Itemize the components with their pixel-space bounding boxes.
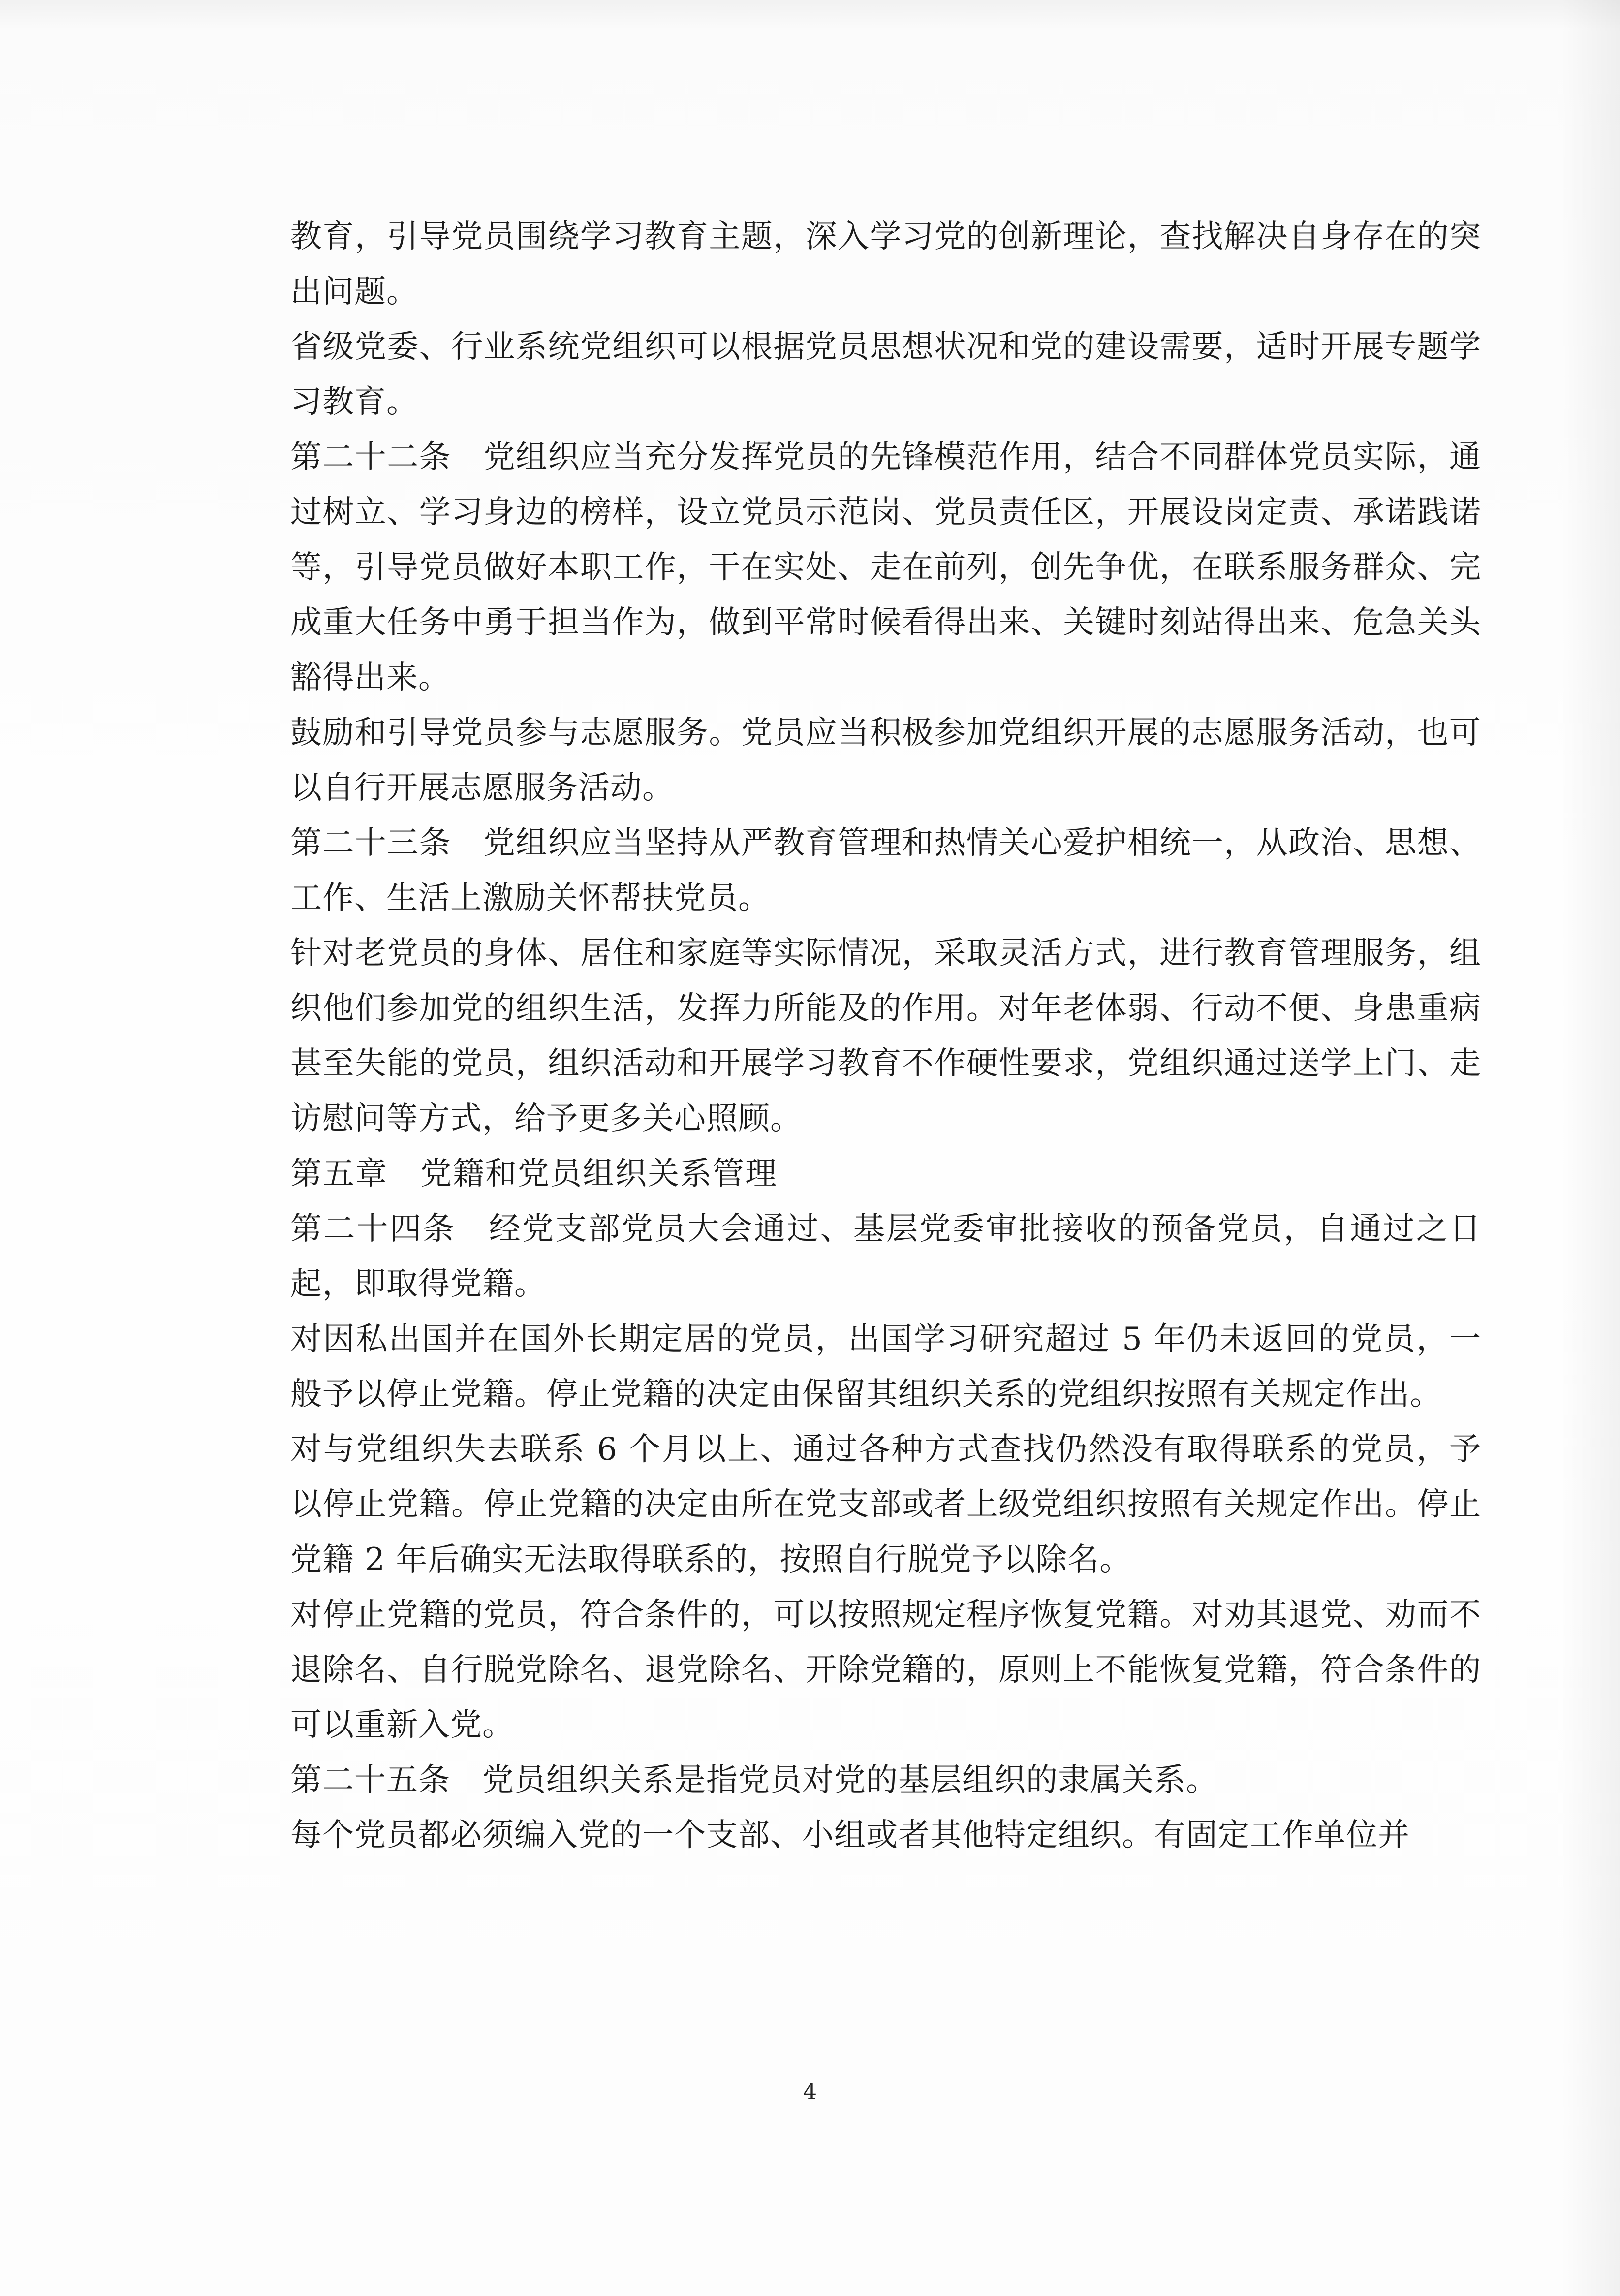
paragraph: 省级党委、行业系统党组织可以根据党员思想状况和党的建设需要，适时开展专题学习教育。 <box>290 329 1481 420</box>
paragraph: 对停止党籍的党员，符合条件的，可以按照规定程序恢复党籍。对劝其退党、劝而不退除名、自行脱党除名、退党除名、开除党籍的，原则上不能恢复党籍，符合条件的可以重新入党。 <box>290 1597 1481 1743</box>
paragraph: 对与党组织失去联系 6 个月以上、通过各种方式查找仍然没有取得联系的党员，予以停止党籍。停止党籍的决定由所在党支部或者上级党组织按照有关规定作出。停止党籍 2 年后确实无法取得联系的，按照自行脱党予以除名。 <box>290 1431 1481 1578</box>
paragraph: 对因私出国并在国外长期定居的党员，出国学习研究超过 5 年仍未返回的党员，一般予以停止党籍。停止党籍的决定由保留其组织关系的党组织按照有关规定作出。 <box>290 1321 1481 1413</box>
article-paragraph: 第二十五条 党员组织关系是指党员对党的基层组织的隶属关系。 <box>290 1762 1218 1798</box>
article-paragraph: 第二十四条 经党支部党员大会通过、基层党委审批接收的预备党员，自通过之日起，即取得党籍。 <box>290 1211 1481 1302</box>
paragraph: 针对老党员的身体、居住和家庭等实际情况，采取灵活方式，进行教育管理服务，组织他们参加党的组织生活，发挥力所能及的作用。对年老体弱、行动不便、身患重病甚至失能的党员，组织活动和开展学习教育不作硬性要求，党组织通过送学上门、走访慰问等方式，给予更多关心照顾。 <box>290 935 1481 1137</box>
paragraph: 鼓励和引导党员参与志愿服务。党员应当积极参加党组织开展的志愿服务活动，也可以自行开展志愿服务活动。 <box>290 715 1481 806</box>
scan-shadow-right <box>1561 0 1620 2296</box>
paragraph: 教育，引导党员围绕学习教育主题，深入学习党的创新理论，查找解决自身存在的突出问题。 <box>290 219 1481 310</box>
article-paragraph: 第二十三条 党组织应当坚持从严教育管理和热情关心爱护相统一，从政治、思想、工作、生活上激励关怀帮扶党员。 <box>290 825 1481 916</box>
chapter-heading: 第五章 党籍和党员组织关系管理 <box>290 1156 778 1192</box>
paragraph: 每个党员都必须编入党的一个支部、小组或者其他特定组织。有固定工作单位并 <box>290 1817 1410 1854</box>
document-body <box>290 209 1481 1863</box>
article-paragraph: 第二十二条 党组织应当充分发挥党员的先锋模范作用，结合不同群体党员实际，通过树立、学习身边的榜样，设立党员示范岗、党员责任区，开展设岗定责、承诺践诺等，引导党员做好本职工作，干在实处、走在前列，创先争优，在联系服务群众、完成重大任务中勇于担当作为，做到平常时候看得出来、关键时刻站得出来、危急关头豁得出来。 <box>290 439 1481 696</box>
page-number: 4 <box>803 2079 817 2105</box>
scan-shadow-top <box>0 0 1620 30</box>
